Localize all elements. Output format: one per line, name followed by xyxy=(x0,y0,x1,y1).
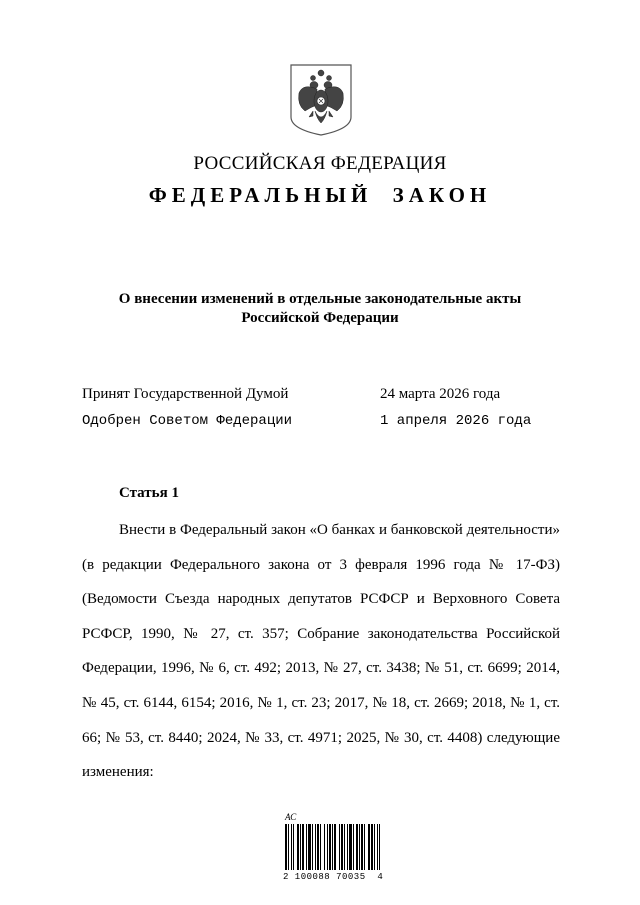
barcode-icon xyxy=(285,824,385,870)
council-approval-date: 1 апреля 2026 года xyxy=(380,413,532,429)
duma-adoption-label: Принят Государственной Думой xyxy=(82,386,289,402)
barcode xyxy=(285,812,385,884)
barcode-logo: АС xyxy=(285,812,297,822)
law-title-line-1: О внесении изменений в отдельные законодательные акты xyxy=(118,291,522,307)
council-approval-label: Одобрен Советом Федерации xyxy=(82,413,293,429)
article-text: Внести в Федеральный закон «О банках и банковской деятельности» (в редакции Федерального закона от 3 февраля 1996 года № 17-ФЗ) (Ведомости Съезда народных депутатов РСФСР и Верховного Совета РСФСР, 1990, № 27, ст. 357; Собрание законодательства Российской Федерации, 1996, № 6, ст. 492; 2013, № 27, ст. 3438; № 51, ст. 6699; 2014, № 45, ст. 6144, 6154; 2016, № 1, ст. 23; 2017, № 18, ст. 2669; 2018, № 1, ст. 66; № 53, ст. 8440; 2024, № 33, ст. 4971; 2025, № 30, ст. 4408) следующие изменения: xyxy=(82,522,560,781)
barcode-number: 2 100088 70035 4 xyxy=(283,872,384,882)
country-name: РОССИЙСКАЯ ФЕДЕРАЦИЯ xyxy=(193,153,447,174)
duma-adoption-date: 24 марта 2026 года xyxy=(380,386,501,402)
article-body xyxy=(82,513,560,790)
document-type: ФЕДЕРАЛЬНЫЙ ЗАКОН xyxy=(148,183,492,207)
coat-of-arms-icon xyxy=(289,63,353,137)
law-title-line-2: Российской Федерации xyxy=(241,310,399,326)
law-title xyxy=(0,290,640,328)
article-heading: Статья 1 xyxy=(119,485,179,501)
